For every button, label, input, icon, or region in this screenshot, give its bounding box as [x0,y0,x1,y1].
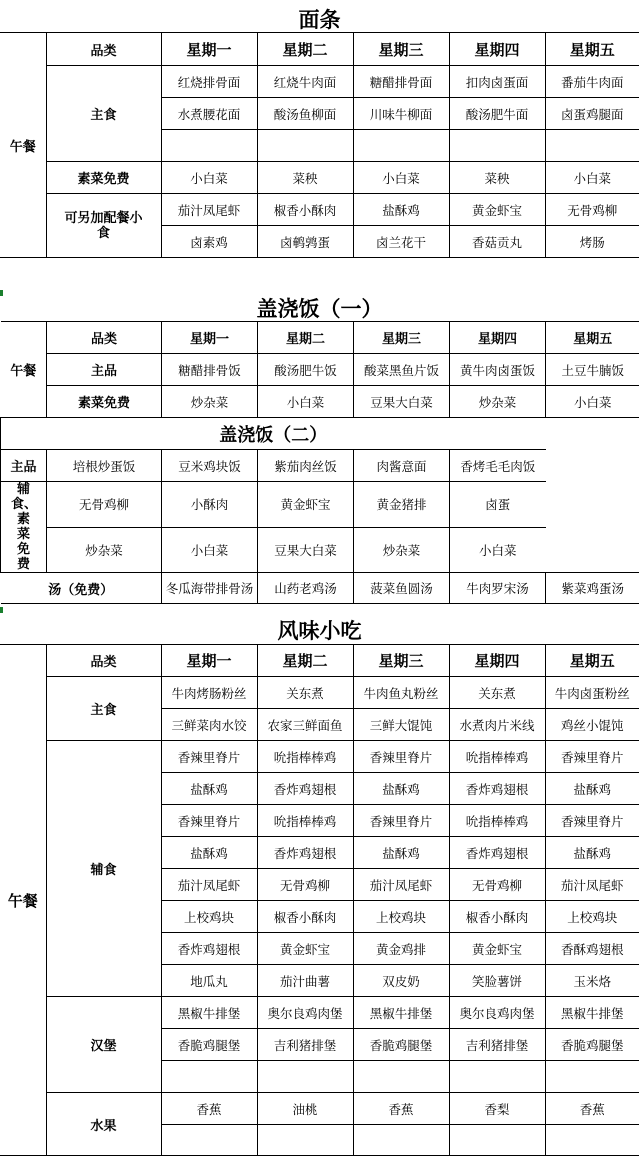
rice2-main-label: 主品 [1,450,47,482]
noodles-main-cell: 卤蛋鸡腿面 [545,98,639,130]
snackbar-day-tue: 星期二 [257,645,353,677]
rice2-main-cell: 香烤毛毛肉饭 [450,450,546,482]
snackbar-main-cell: 牛肉烤肠粉丝 [161,677,257,709]
rice2-side-cell: 炒杂菜 [47,527,162,573]
rice1-day-wed: 星期三 [354,322,450,354]
snackbar-main-cell: 关东煮 [257,677,353,709]
noodles-main-cell: 酸汤肥牛面 [449,98,545,130]
snackbar-side-cell: 无骨鸡柳 [257,869,353,901]
snackbar-side-cell: 黄金虾宝 [257,933,353,965]
snackbar-fruit-cell [449,1125,545,1156]
noodles-meal-label: 午餐 [0,33,46,258]
rice1-main-label: 主品 [47,354,162,386]
rice2-side-cell: 小酥肉 [162,482,258,528]
noodles-main-cell: 水煮腰花面 [161,98,257,130]
noodles-snack-cell: 椒香小酥肉 [257,194,353,226]
noodles-snack-cell: 盐酥鸡 [353,194,449,226]
snackbar-day-wed: 星期三 [353,645,449,677]
noodles-snack-cell: 烤肠 [545,226,639,258]
snackbar-fruit-cell [353,1125,449,1156]
snackbar-side-cell: 上校鸡块 [161,901,257,933]
noodles-main-cell: 糖醋排骨面 [353,66,449,98]
rice2-soup-label: 汤（免费） [1,573,162,604]
snackbar-fruit-cell: 香蕉 [161,1093,257,1125]
snackbar-side-cell: 香辣里脊片 [545,805,639,837]
snackbar-side-cell: 香辣里脊片 [161,741,257,773]
rice1-veg-cell: 炒杂菜 [162,386,258,418]
rice1-main-cell: 糖醋排骨饭 [162,354,258,386]
snackbar-burger-cell: 黑椒牛排堡 [353,997,449,1029]
snackbar-burger-cell: 吉利猪排堡 [257,1029,353,1061]
rice1-day-thu: 星期四 [450,322,546,354]
noodles-main-cell [449,130,545,162]
snackbar-side-cell: 茄汁曲薯 [257,965,353,997]
snackbar-side-cell: 茄汁凤尾虾 [353,869,449,901]
snackbar-fruit-cell: 香梨 [449,1093,545,1125]
rice2-main-cell: 豆米鸡块饭 [162,450,258,482]
rice1-veg-cell: 炒杂菜 [450,386,546,418]
snackbar-side-cell: 无骨鸡柳 [449,869,545,901]
snackbar-side-cell: 盐酥鸡 [161,837,257,869]
cell-marker [0,607,3,613]
snackbar-side-cell: 香辣里脊片 [545,741,639,773]
snackbar-side-cell: 吮指棒棒鸡 [449,805,545,837]
rice1-main-cell: 酸菜黑鱼片饭 [354,354,450,386]
snackbar-burger-cell: 香脆鸡腿堡 [545,1029,639,1061]
snackbar-main-cell: 关东煮 [449,677,545,709]
snackbar-side-cell: 黄金虾宝 [449,933,545,965]
noodles-snack-cell: 卤兰花干 [353,226,449,258]
snackbar-main-cell: 三鲜菜肉水饺 [161,709,257,741]
rice2-main-cell: 培根炒蛋饭 [47,450,162,482]
snackbar-side-cell: 盐酥鸡 [353,837,449,869]
snackbar-side-cell: 香辣里脊片 [353,805,449,837]
noodles-snack-cell: 卤鹌鹑蛋 [257,226,353,258]
snackbar-burger-label: 汉堡 [46,997,161,1093]
rice2-side-cell: 黄金猪排 [354,482,450,528]
snackbar-day-fri: 星期五 [545,645,639,677]
snackbar-fruit-cell [161,1125,257,1156]
noodles-table [0,32,639,258]
snackbar-burger-cell [449,1061,545,1093]
snackbar-side-cell: 地瓜丸 [161,965,257,997]
snackbar-side-cell: 香炸鸡翅根 [257,837,353,869]
snackbar-burger-cell: 黑椒牛排堡 [161,997,257,1029]
rice2-soup-cell: 牛肉罗宋汤 [450,573,546,604]
noodles-main-cell: 番茄牛肉面 [545,66,639,98]
noodles-snack-cell: 茄汁凤尾虾 [161,194,257,226]
rice2-soup-cell: 菠菜鱼圆汤 [354,573,450,604]
rice-meal-label: 午餐 [1,322,47,418]
snackbar-side-cell: 椒香小酥肉 [257,901,353,933]
snackbar-burger-cell: 黑椒牛排堡 [545,997,639,1029]
snackbar-side-cell: 盐酥鸡 [545,773,639,805]
noodles-main-cell: 扣肉卤蛋面 [449,66,545,98]
rice2-main-cell: 肉酱意面 [354,450,450,482]
rice1-day-mon: 星期一 [162,322,258,354]
noodles-snack-cell: 无骨鸡柳 [545,194,639,226]
snackbar-side-cell: 香炸鸡翅根 [257,773,353,805]
rice2-side-cell: 无骨鸡柳 [47,482,162,528]
snackbar-burger-cell [161,1061,257,1093]
noodles-category-header: 品类 [46,33,161,66]
snackbar-burger-cell [545,1061,639,1093]
noodles-snack-label: 可另加配餐小食 [46,194,161,258]
snackbar-fruit-cell [545,1125,639,1156]
noodles-veg-cell: 菜秧 [449,162,545,194]
noodles-main-cell [545,130,639,162]
snackbar-side-cell: 吮指棒棒鸡 [449,741,545,773]
noodles-veg-cell: 小白菜 [353,162,449,194]
snackbar-main-cell: 三鲜大馄饨 [353,709,449,741]
noodles-day-thu: 星期四 [449,33,545,66]
rice1-day-tue: 星期二 [258,322,354,354]
snackbar-side-label: 辅食 [46,741,161,997]
snackbar-side-cell: 香酥鸡翅根 [545,933,639,965]
snackbar-side-cell: 椒香小酥肉 [449,901,545,933]
snackbar-main-cell: 水煮肉片米线 [449,709,545,741]
rice2-side-cell: 小白菜 [450,527,546,573]
noodles-day-mon: 星期一 [161,33,257,66]
noodles-main-cell [161,130,257,162]
snackbar-burger-cell: 奥尔良鸡肉堡 [257,997,353,1029]
noodles-main-cell: 红烧牛肉面 [257,66,353,98]
noodles-day-tue: 星期二 [257,33,353,66]
snackbar-fruit-cell: 香蕉 [353,1093,449,1125]
rice2-side-cell: 卤蛋 [450,482,546,528]
snackbar-side-cell: 茄汁凤尾虾 [161,869,257,901]
rice2-soup-cell: 紫菜鸡蛋汤 [546,573,639,604]
snackbar-burger-cell: 香脆鸡腿堡 [353,1029,449,1061]
snackbar-main-cell: 农家三鲜面鱼 [257,709,353,741]
snackbar-fruit-label: 水果 [46,1093,161,1156]
snackbar-fruit-cell: 香蕉 [545,1093,639,1125]
snackbar-fruit-cell: 油桃 [257,1093,353,1125]
rice2-side-label: 辅食、素菜免费 [1,482,47,573]
snackbar-side-cell: 香辣里脊片 [353,741,449,773]
noodles-main-cell: 川味牛柳面 [353,98,449,130]
snackbar-meal-label: 午餐 [0,645,46,1156]
noodles-main-cell: 红烧排骨面 [161,66,257,98]
noodles-snack-cell: 卤素鸡 [161,226,257,258]
noodles-snack-cell: 香菇贡丸 [449,226,545,258]
rice1-main-cell: 黄牛肉卤蛋饭 [450,354,546,386]
rice2-side-cell: 小白菜 [162,527,258,573]
rice2-soup-cell: 山药老鸡汤 [258,573,354,604]
snackbar-title: 风味小吃 [277,619,362,643]
noodles-veg-cell: 菜秧 [257,162,353,194]
snackbar-side-cell: 香炸鸡翅根 [449,837,545,869]
snackbar-side-cell: 黄金鸡排 [353,933,449,965]
snackbar-side-cell: 茄汁凤尾虾 [545,869,639,901]
rice1-day-fri: 星期五 [546,322,639,354]
snackbar-side-cell: 吮指棒棒鸡 [257,741,353,773]
snackbar-day-thu: 星期四 [449,645,545,677]
snackbar-table [0,644,639,1156]
snackbar-side-cell: 笑脸薯饼 [449,965,545,997]
rice1-main-cell: 酸汤肥牛饭 [258,354,354,386]
snackbar-side-cell: 双皮奶 [353,965,449,997]
noodles-veg-cell: 小白菜 [161,162,257,194]
rice-table [0,321,639,604]
snackbar-side-cell: 香辣里脊片 [161,805,257,837]
snackbar-main-cell: 鸡丝小馄饨 [545,709,639,741]
noodles-title: 面条 [298,8,341,32]
snackbar-category-header: 品类 [46,645,161,677]
snackbar-burger-cell: 吉利猪排堡 [449,1029,545,1061]
noodles-main-label: 主食 [46,66,161,162]
rice1-veg-cell: 小白菜 [546,386,639,418]
snackbar-burger-cell: 香脆鸡腿堡 [161,1029,257,1061]
rice1-title: 盖浇饭（一） [256,297,383,321]
noodles-veg-label: 素菜免费 [46,162,161,194]
snackbar-main-label: 主食 [46,677,161,741]
rice2-main-cell: 紫茄肉丝饭 [258,450,354,482]
rice1-main-cell: 土豆牛腩饭 [546,354,639,386]
noodles-main-cell [257,130,353,162]
rice1-veg-cell: 豆果大白菜 [354,386,450,418]
snackbar-side-cell: 上校鸡块 [353,901,449,933]
snackbar-burger-cell [353,1061,449,1093]
noodles-day-fri: 星期五 [545,33,639,66]
snackbar-side-cell: 香炸鸡翅根 [449,773,545,805]
snackbar-side-cell: 玉米烙 [545,965,639,997]
snackbar-burger-cell: 奥尔良鸡肉堡 [449,997,545,1029]
rice2-side-cell: 豆果大白菜 [258,527,354,573]
rice2-title: 盖浇饭（二） [1,418,546,450]
noodles-veg-cell: 小白菜 [545,162,639,194]
noodles-day-wed: 星期三 [353,33,449,66]
snackbar-side-cell: 上校鸡块 [545,901,639,933]
noodles-main-cell [353,130,449,162]
snackbar-main-cell: 牛肉卤蛋粉丝 [545,677,639,709]
snackbar-side-cell: 盐酥鸡 [353,773,449,805]
snackbar-burger-cell [257,1061,353,1093]
snackbar-side-cell: 盐酥鸡 [161,773,257,805]
snackbar-fruit-cell [257,1125,353,1156]
rice2-side-cell: 黄金虾宝 [258,482,354,528]
rice2-soup-cell: 冬瓜海带排骨汤 [162,573,258,604]
rice1-category-header: 品类 [47,322,162,354]
snackbar-main-cell: 牛肉鱼丸粉丝 [353,677,449,709]
rice1-veg-label: 素菜免费 [47,386,162,418]
noodles-main-cell: 酸汤鱼柳面 [257,98,353,130]
noodles-snack-cell: 黄金虾宝 [449,194,545,226]
snackbar-side-cell: 香炸鸡翅根 [161,933,257,965]
snackbar-side-cell: 盐酥鸡 [545,837,639,869]
snackbar-day-mon: 星期一 [161,645,257,677]
rice1-veg-cell: 小白菜 [258,386,354,418]
snackbar-side-cell: 吮指棒棒鸡 [257,805,353,837]
rice2-side-cell: 炒杂菜 [354,527,450,573]
